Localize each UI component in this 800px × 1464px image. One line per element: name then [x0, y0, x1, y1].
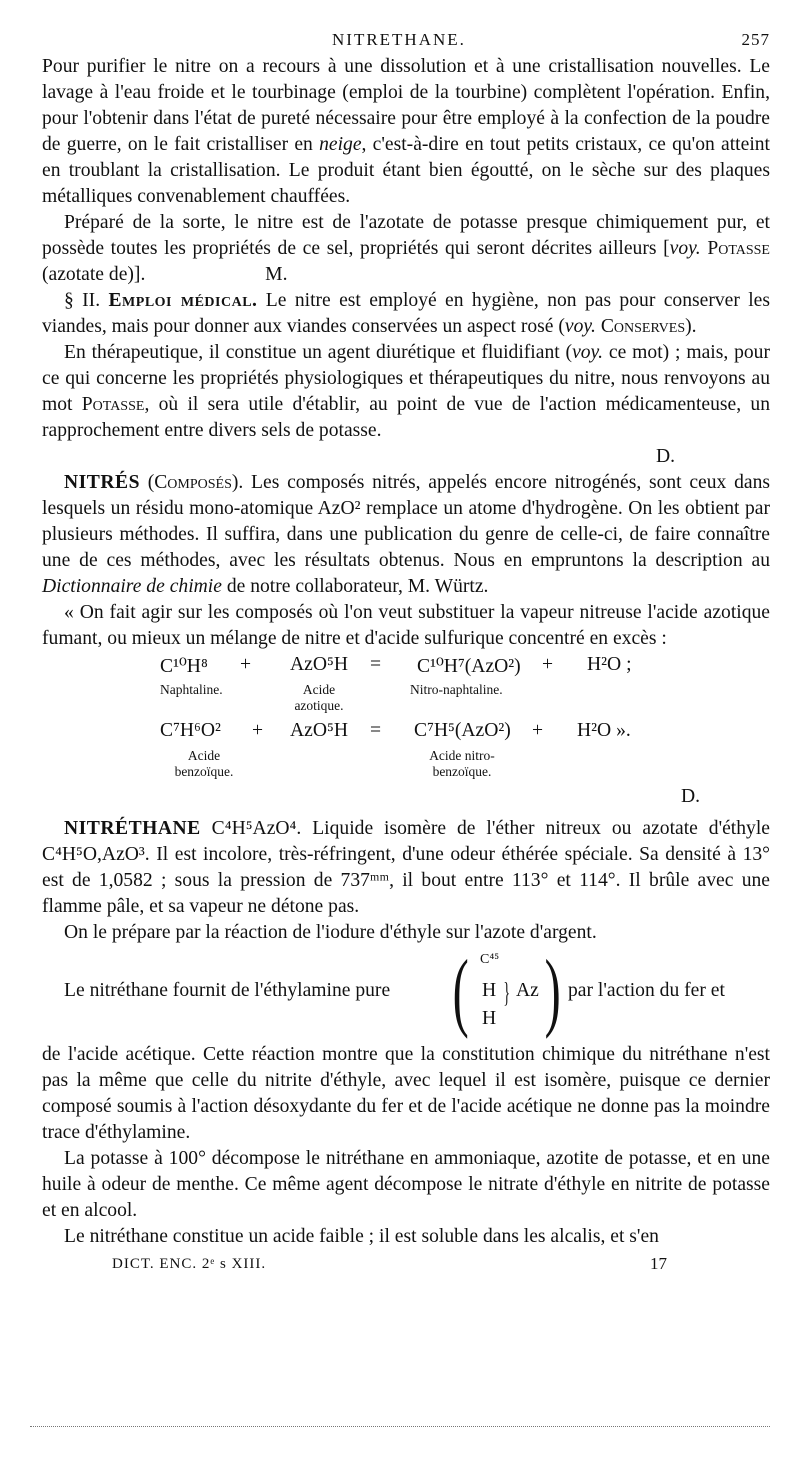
paragraph-therapeutique: En thérapeutique, il constitue un agent diurétique et fluidifiant (voy. ce mot) ; mais, pour ce qui concerne les propriétés physiologiques et thérapeutiques du nitre, nous renvoyons au mot Potasse, où il sera utile d'établir, au point de vue de l'action médicamenteuse, un rapprochement entre divers sels de potasse. — [42, 342, 770, 441]
footer-sheet-number: 17 — [650, 1254, 667, 1273]
paragraph-purification: Pour purifier le nitre on a recours à une dissolution et à une cristallisation nouvelles. Le lavage à l'eau froide et le tourbinage (emploi de la tourbine) complètent l'opération. Enfin, pour l'obtenir dans l'état de pureté nécessaire pour être employé à la confection de la poudre de guerre, on le fait cristalliser en neige, c'est-à-dire en tout petits cristaux, ce qu'on atteint en troublant la cristallisation. Le produit étant bien égoutté, on le sèche sur des plaques métalliques convenablement chauffées. — [42, 56, 771, 207]
page — [42, 26, 770, 1280]
paragraph-methode: « On fait agir sur les composés où l'on veut substituer la vapeur nitreuse l'acide azotique fumant, ou mieux un mélange de nitre et d'acide sulfurique concentré en excès : — [42, 602, 770, 649]
equation-benzoique: C⁷H⁶O² + AzO⁵H = C⁷H⁵(AzO²) + H²O ». Acide benzoïque. Acide nitro-benzoïque. — [160, 720, 631, 779]
footer — [42, 1250, 770, 1280]
entry-heading-nitrethane: NITRÉTHANE — [64, 818, 201, 839]
section-heading: Emploi médical. — [108, 290, 258, 311]
amine-formula-line: Le nitréthane fournit de l'éthylamine pure ( C⁴⁵ H H } Az ) par l'action du fer et — [64, 943, 725, 1040]
signature-d: D. — [655, 446, 675, 467]
signature-m: M. — [265, 264, 288, 285]
paragraph-preparation: On le prépare par la réaction de l'iodure d'éthyle sur l'azote d'argent. — [64, 922, 597, 943]
paragraph-nitres: NITRÉS (Composés). Les composés nitrés, appelés encore nitrogénés, sont ceux dans lesquels un résidu mono-atomique AzO² remplace un atome d'hydrogène. On les obtient par plusieurs méthodes. Il suffira, dans une publication du genre de celle-ci, de faire connaître une de ces méthodes, avec les résultats obtenus. Nous en empruntons la description au Dictionnaire de chimie de notre collaborateur, M. Würtz. — [42, 472, 770, 597]
footer-signature: DICT. ENC. 2ᵉ s XIII. — [112, 1256, 267, 1272]
paragraph-potasse: La potasse à 100° décompose le nitréthane en ammoniaque, azotite de potasse, et en une huile à odeur de menthe. Ce même agent décompose le nitrate d'éthyle en nitrite de potasse et en alcool. — [42, 1148, 770, 1221]
bottom-dotted-rule — [30, 1426, 770, 1427]
paragraph-reaction: de l'acide acétique. Cette réaction montre que la constitution chimique du nitréthane n'est pas la même que celle du nitrite d'éthyle, avec lequel il est isomère, puisque ce dernier composé soumis à l'action désoxydante du fer et de l'acide acétique ne donne pas la moindre trace d'éthylamine. — [42, 1044, 770, 1143]
paragraph-nitrethane: NITRÉTHANE C⁴H⁵AzO⁴. Liquide isomère de l'éther nitreux ou azotate d'éthyle C⁴H⁵O,AzO³. Il est incolore, très-réfringent, d'une odeur éthérée spéciale. Sa densité à 13° est de 1,0582 ; sous la pression de 737ᵐᵐ, il bout entre 113° et 114°. Il brûle avec une flamme pâle, et sa vapeur ne détone pas. — [42, 818, 770, 917]
paragraph-emploi-medical: § II. Emploi médical. Le nitre est employé en hygiène, non pas pour conserver les viandes, mais pour donner aux viandes conservées un aspect rosé (voy. Conserves). — [42, 290, 770, 337]
paragraph-nitre-properties: Préparé de la sorte, le nitre est de l'azotate de potasse presque chimiquement pur, et possède toutes les propriétés de ce sel, propriétés qui seront décrites ailleurs [voy. Potasse (azotate de)]. M. — [42, 210, 770, 288]
signature-d2: D. — [680, 786, 700, 807]
page-number: 257 — [741, 30, 770, 49]
header-title: NITRETHANE. — [332, 30, 466, 49]
entry-heading-nitres: NITRÉS — [64, 472, 140, 493]
running-header — [42, 26, 770, 54]
paragraph-acide-faible: Le nitréthane constitue un acide faible ; il est soluble dans les alcalis, et s'en — [64, 1226, 659, 1247]
equation-naphtaline: C¹⁰H⁸ + AzO⁵H = C¹⁰H⁷(AzO²) + H²O ; Naphtaline. Acide azotique. Nitro-naphtaline. — [160, 654, 632, 713]
